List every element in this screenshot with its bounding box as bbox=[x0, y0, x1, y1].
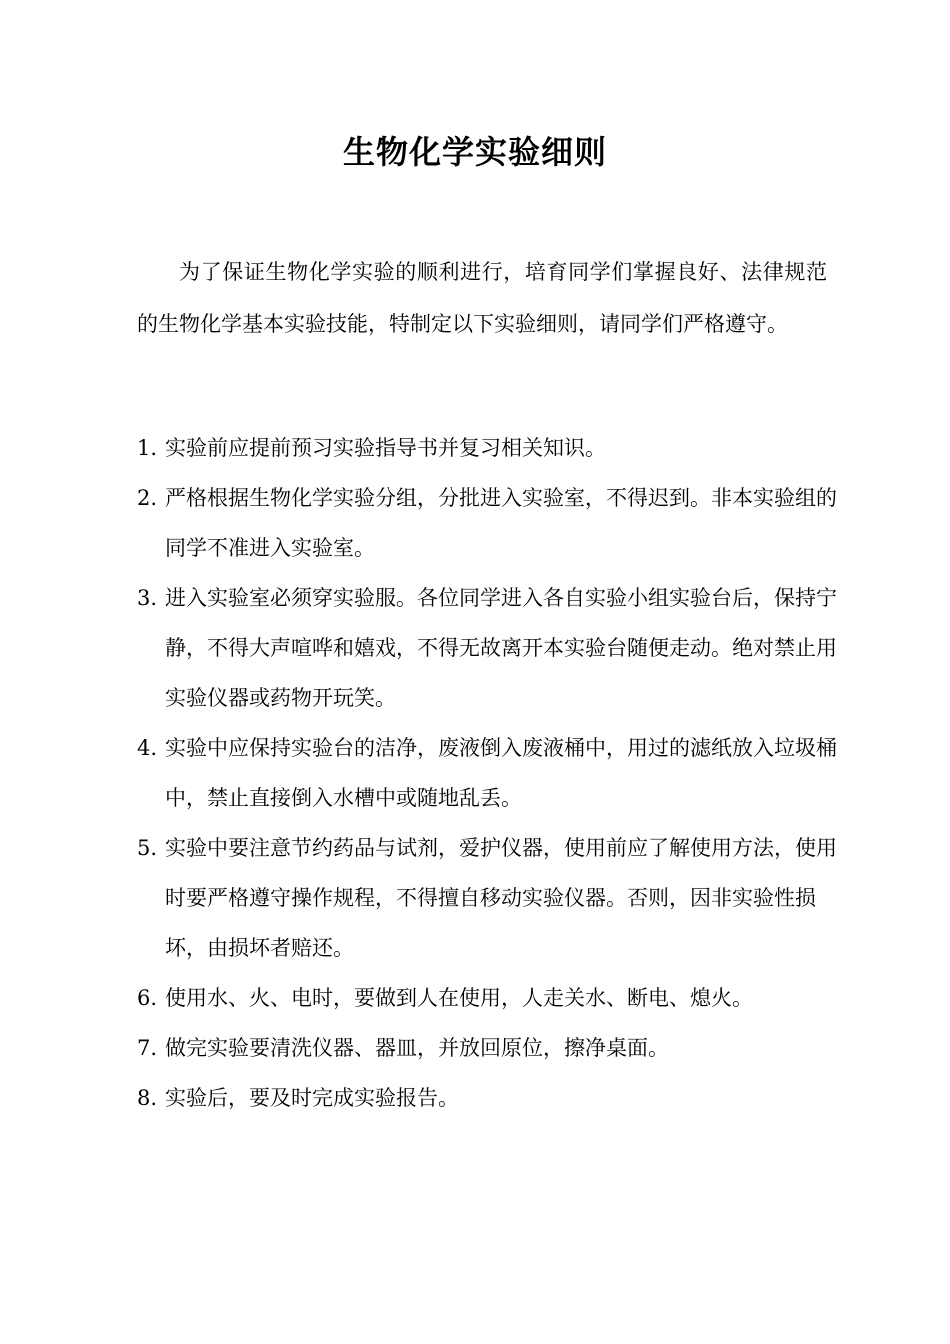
rule-number: 1. bbox=[137, 436, 158, 460]
rule-item bbox=[137, 473, 837, 573]
rule-text: 实验中要注意节约药品与试剂，爱护仪器，使用前应了解使用方法，使用时要严格遵守操作规程，不得擅自移动实验仪器。否则，因非实验性损坏，由损坏者赔还。 bbox=[165, 836, 837, 960]
rule-number: 7. bbox=[137, 1036, 158, 1060]
rule-item bbox=[137, 823, 837, 973]
intro-paragraph: 为了保证生物化学实验的顺利进行，培育同学们掌握良好、法律规范的生物化学基本实验技能，特制定以下实验细则，请同学们严格遵守。 bbox=[137, 260, 827, 336]
rule-text: 使用水、火、电时，要做到人在使用，人走关水、断电、熄火。 bbox=[165, 986, 753, 1010]
document-title: 生物化学实验细则 bbox=[342, 133, 607, 171]
rules-list bbox=[137, 423, 837, 1123]
rule-item bbox=[137, 723, 837, 823]
rule-text: 做完实验要清洗仪器、器皿，并放回原位，擦净桌面。 bbox=[165, 1036, 669, 1060]
rule-text: 实验后，要及时完成实验报告。 bbox=[165, 1086, 459, 1110]
rule-item bbox=[137, 1073, 837, 1123]
rule-item bbox=[137, 1023, 837, 1073]
rule-number: 5. bbox=[137, 836, 158, 860]
rule-text: 进入实验室必须穿实验服。各位同学进入各自实验小组实验台后，保持宁静，不得大声喧哗和嬉戏，不得无故离开本实验台随便走动。绝对禁止用实验仪器或药物开玩笑。 bbox=[165, 586, 837, 710]
rule-item bbox=[137, 573, 837, 723]
rule-text: 实验前应提前预习实验指导书并复习相关知识。 bbox=[165, 436, 606, 460]
rule-number: 2. bbox=[137, 486, 158, 510]
rule-item bbox=[137, 973, 837, 1023]
rule-number: 3. bbox=[137, 586, 158, 610]
rule-number: 8. bbox=[137, 1086, 158, 1110]
rule-text: 实验中应保持实验台的洁净，废液倒入废液桶中，用过的滤纸放入垃圾桶中，禁止直接倒入水槽中或随地乱丢。 bbox=[165, 736, 837, 810]
rule-number: 4. bbox=[137, 736, 158, 760]
rule-item bbox=[137, 423, 837, 473]
rule-number: 6. bbox=[137, 986, 158, 1010]
rule-text: 严格根据生物化学实验分组，分批进入实验室，不得迟到。非本实验组的同学不准进入实验室。 bbox=[165, 486, 837, 560]
